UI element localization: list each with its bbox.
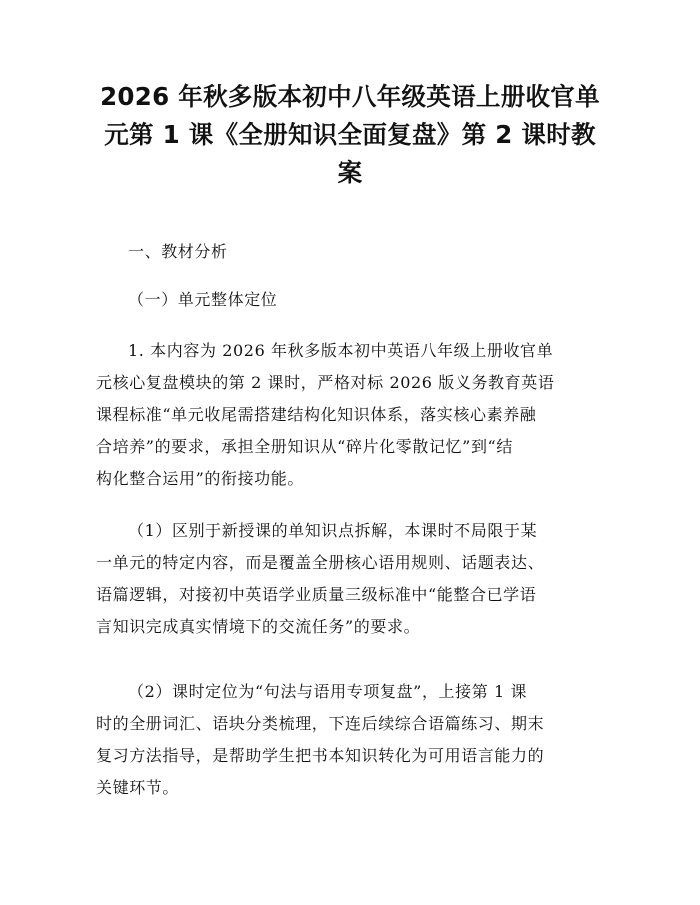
paragraph-point-2 <box>96 676 604 804</box>
paragraph-line: 复习方法指导，是帮助学生把书本知识转化为可用语言能力的 <box>96 746 545 765</box>
subsection-heading: （一）单元整体定位 <box>128 290 278 309</box>
title-line: 2026 年秋多版本初中八年级英语上册收官单 <box>100 82 600 111</box>
paragraph-line: 构化整合运用”的衔接功能。 <box>96 469 304 488</box>
paragraph-line: 元核心复盘模块的第 2 课时，严格对标 2026 版义务教育英语 <box>96 373 555 392</box>
paragraph-point-1 <box>96 515 604 643</box>
paragraph-line: 合培养”的要求，承担全册知识从“碎片化零散记忆”到“结 <box>96 437 513 456</box>
title-line: 案 <box>337 158 363 187</box>
paragraph-line: 时的全册词汇、语块分类梳理，下连后续综合语篇练习、期末 <box>96 714 545 733</box>
paragraph-line: 课程标准“单元收尾需搭建结构化知识体系，落实核心素养融 <box>96 405 537 424</box>
paragraph-line: （1）区别于新授课的单知识点拆解，本课时不局限于某 <box>128 521 538 540</box>
paragraph-line: 1. 本内容为 2026 年秋多版本初中英语八年级上册收官单 <box>128 341 554 360</box>
title-line: 元第 1 课《全册知识全面复盘》第 2 课时教 <box>104 120 596 149</box>
document-title <box>96 78 604 192</box>
paragraph-line: 言知识完成真实情境下的交流任务”的要求。 <box>96 617 421 636</box>
paragraph-line: （2）课时定位为“句法与语用专项复盘”，上接第 1 课 <box>128 682 528 701</box>
paragraph-line: 一单元的特定内容，而是覆盖全册核心语用规则、话题表达、 <box>96 553 545 572</box>
paragraph-unit-positioning <box>96 335 604 495</box>
section-heading: 一、教材分析 <box>128 242 228 261</box>
paragraph-line: 语篇逻辑，对接初中英语学业质量三级标准中“能整合已学语 <box>96 585 537 604</box>
paragraph-line: 关键环节。 <box>96 778 180 797</box>
